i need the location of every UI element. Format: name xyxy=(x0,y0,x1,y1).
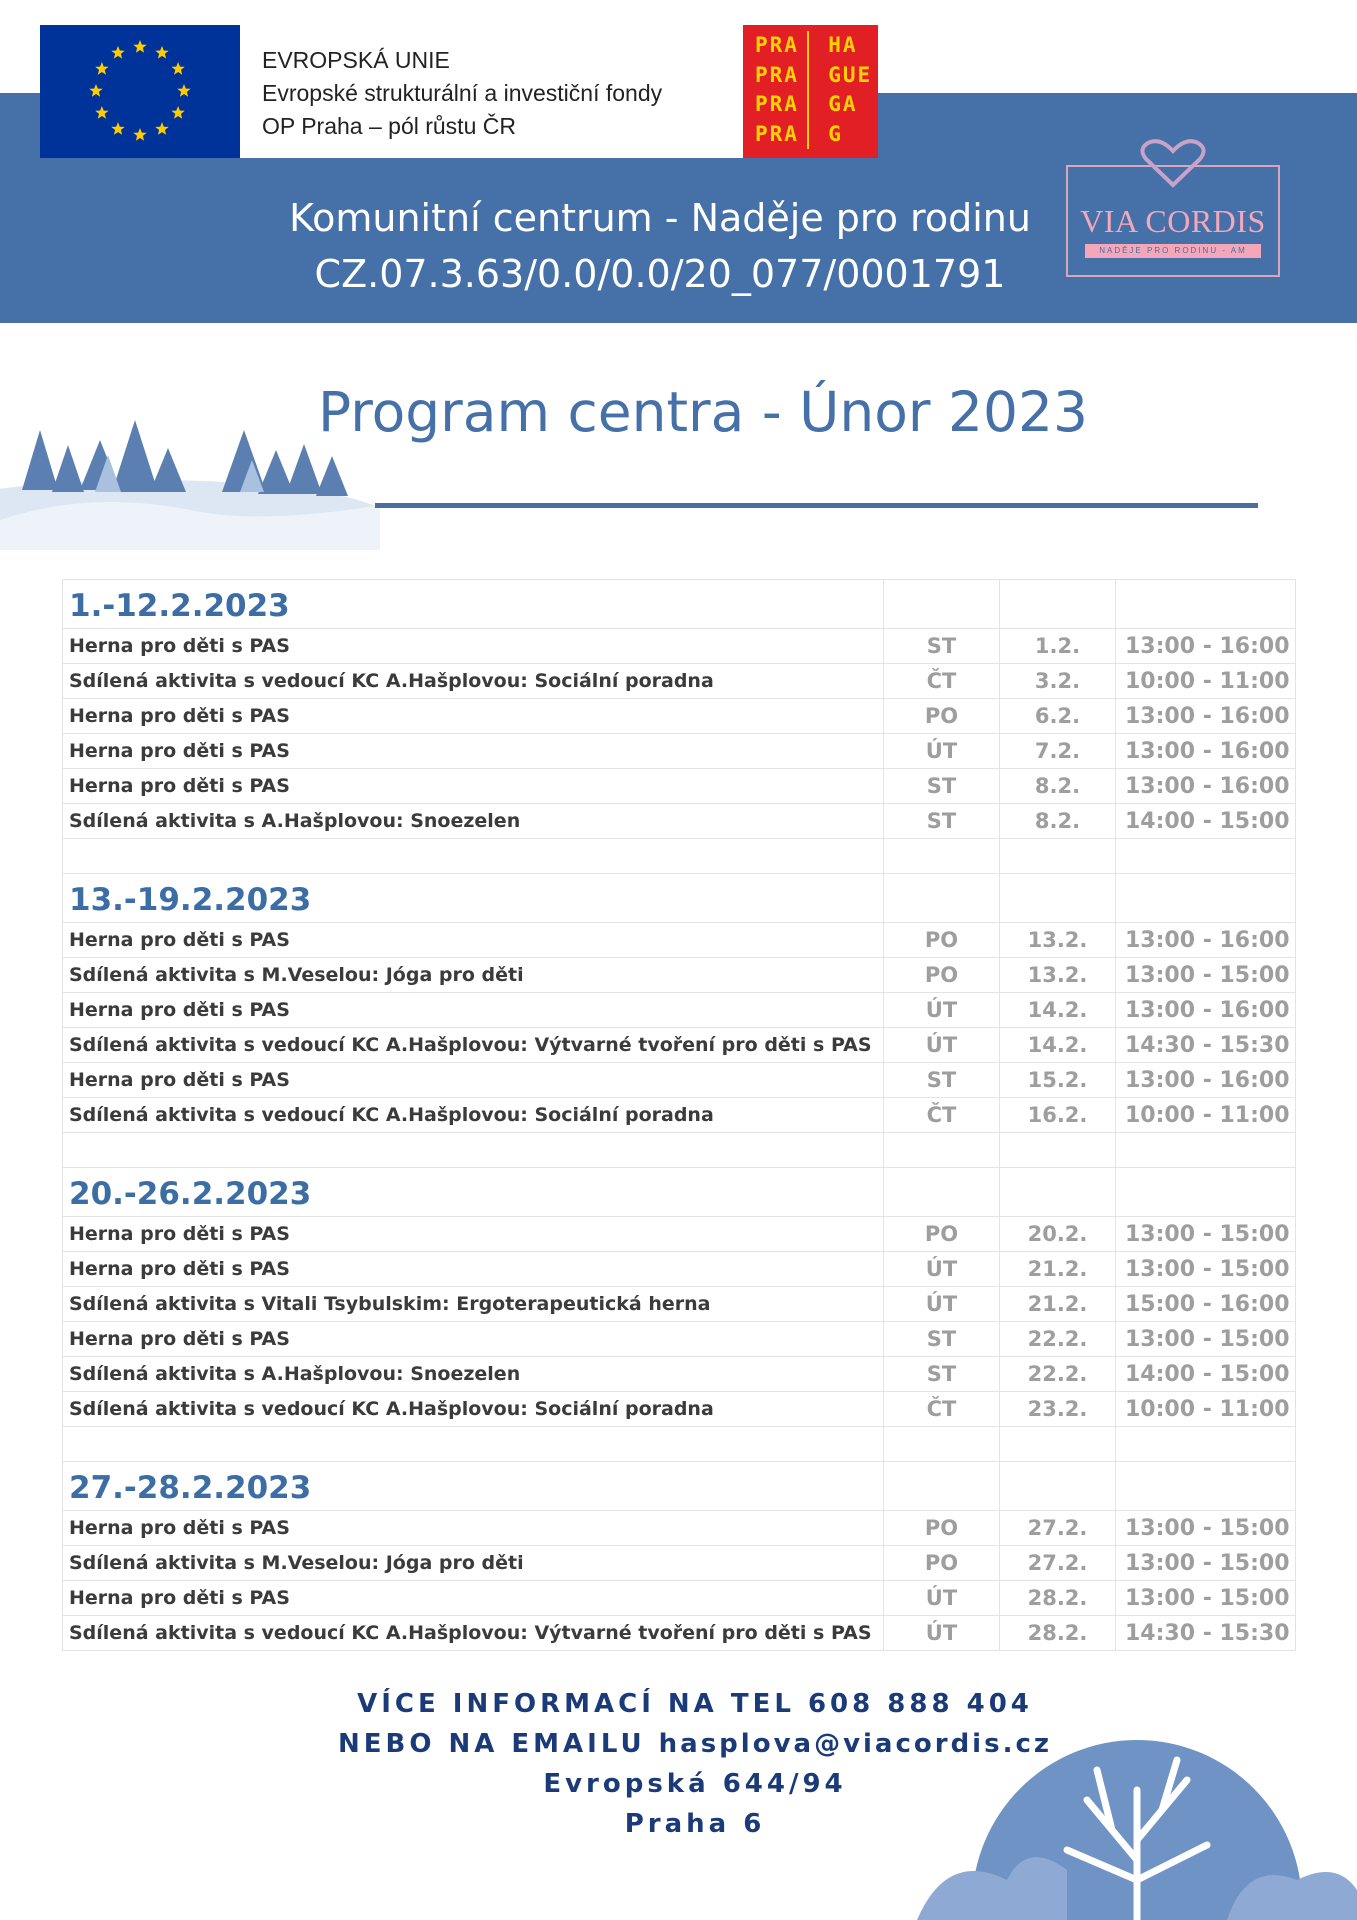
eu-stars-icon xyxy=(40,25,240,158)
empty-cell xyxy=(884,1462,1000,1511)
week-label: 1.-12.2.2023 xyxy=(63,580,884,629)
event-time: 14:30 - 15:30 xyxy=(1116,1028,1296,1063)
praha-cell: GA xyxy=(828,92,858,116)
empty-cell xyxy=(1116,1427,1296,1462)
praha-cell: PRA xyxy=(755,92,799,116)
table-row xyxy=(63,804,1296,839)
event-name: Herna pro děti s PAS xyxy=(63,993,884,1028)
event-time: 13:00 - 16:00 xyxy=(1116,993,1296,1028)
event-time: 13:00 - 15:00 xyxy=(1116,1511,1296,1546)
empty-cell xyxy=(884,839,1000,874)
empty-cell xyxy=(884,1133,1000,1168)
title-underline xyxy=(375,503,1258,508)
event-name: Herna pro děti s PAS xyxy=(63,629,884,664)
event-date: 21.2. xyxy=(1000,1287,1116,1322)
event-name: Herna pro děti s PAS xyxy=(63,769,884,804)
event-day: PO xyxy=(884,699,1000,734)
contact-phone: VÍCE INFORMACÍ NA TEL 608 888 404 xyxy=(357,1689,1033,1719)
event-time: 13:00 - 16:00 xyxy=(1116,923,1296,958)
table-row xyxy=(63,1217,1296,1252)
event-date: 15.2. xyxy=(1000,1063,1116,1098)
empty-cell xyxy=(1116,1133,1296,1168)
eu-star-icon xyxy=(95,62,108,75)
empty-cell xyxy=(1000,580,1116,629)
event-day: PO xyxy=(884,1511,1000,1546)
table-row xyxy=(63,1098,1296,1133)
event-date: 27.2. xyxy=(1000,1546,1116,1581)
table-row xyxy=(63,699,1296,734)
empty-cell xyxy=(1000,1462,1116,1511)
event-name: Herna pro děti s PAS xyxy=(63,1511,884,1546)
eu-flag-logo xyxy=(40,25,240,158)
eu-star-icon xyxy=(171,106,184,119)
table-row xyxy=(63,1392,1296,1427)
eu-star-icon xyxy=(133,128,146,141)
event-time: 14:00 - 15:00 xyxy=(1116,804,1296,839)
week-header-row xyxy=(63,874,1296,923)
contact-email-link[interactable]: hasplova@viacordis.cz xyxy=(658,1729,1052,1759)
empty-cell xyxy=(1116,580,1296,629)
empty-cell xyxy=(884,874,1000,923)
praha-cell: PRA xyxy=(755,121,799,146)
eu-star-icon xyxy=(171,62,184,75)
event-name: Sdílená aktivita s vedoucí KC A.Hašplovou: Výtvarné tvoření pro děti s PAS xyxy=(63,1616,884,1651)
event-name: Sdílená aktivita s M.Veselou: Jóga pro děti xyxy=(63,1546,884,1581)
via-cordis-logo xyxy=(1066,165,1280,277)
event-date: 13.2. xyxy=(1000,923,1116,958)
eu-star-icon xyxy=(155,122,168,135)
empty-cell xyxy=(1116,874,1296,923)
table-row xyxy=(63,629,1296,664)
event-name: Sdílená aktivita s vedoucí KC A.Hašplovou: Výtvarné tvoření pro děti s PAS xyxy=(63,1028,884,1063)
via-cordis-tagline: NADĚJE PRO RODINU - AM xyxy=(1085,244,1261,258)
event-day: ÚT xyxy=(884,734,1000,769)
event-day: ČT xyxy=(884,1098,1000,1133)
table-row xyxy=(63,1252,1296,1287)
eu-line-3: OP Praha – pól růstu ČR xyxy=(262,113,516,139)
empty-cell xyxy=(63,1133,884,1168)
event-time: 10:00 - 11:00 xyxy=(1116,664,1296,699)
event-name: Herna pro děti s PAS xyxy=(63,923,884,958)
event-date: 8.2. xyxy=(1000,769,1116,804)
praha-logo-text xyxy=(755,31,872,149)
empty-cell xyxy=(884,580,1000,629)
event-name: Herna pro děti s PAS xyxy=(63,1252,884,1287)
event-time: 13:00 - 15:00 xyxy=(1116,1581,1296,1616)
spacer-row xyxy=(63,1427,1296,1462)
event-day: ČT xyxy=(884,664,1000,699)
event-day: PO xyxy=(884,958,1000,993)
page-title: Program centra - Únor 2023 xyxy=(318,380,1088,444)
schedule-table xyxy=(62,579,1296,1651)
event-date: 6.2. xyxy=(1000,699,1116,734)
event-day: ÚT xyxy=(884,1252,1000,1287)
empty-cell xyxy=(1116,1168,1296,1217)
event-day: ÚT xyxy=(884,1028,1000,1063)
project-title-block xyxy=(260,190,1060,302)
event-time: 13:00 - 16:00 xyxy=(1116,734,1296,769)
week-header-row xyxy=(63,580,1296,629)
event-time: 13:00 - 16:00 xyxy=(1116,1063,1296,1098)
empty-cell xyxy=(1000,1133,1116,1168)
empty-cell xyxy=(1116,1462,1296,1511)
event-day: ST xyxy=(884,1063,1000,1098)
table-row xyxy=(63,664,1296,699)
empty-cell xyxy=(1000,839,1116,874)
event-time: 14:30 - 15:30 xyxy=(1116,1616,1296,1651)
praha-cell: PRA xyxy=(755,33,799,57)
eu-star-icon xyxy=(155,46,168,59)
event-date: 23.2. xyxy=(1000,1392,1116,1427)
event-name: Herna pro děti s PAS xyxy=(63,1322,884,1357)
event-day: ST xyxy=(884,1357,1000,1392)
event-time: 15:00 - 16:00 xyxy=(1116,1287,1296,1322)
praha-cell: GUE xyxy=(828,62,873,87)
empty-cell xyxy=(1116,839,1296,874)
table-row xyxy=(63,993,1296,1028)
event-name: Sdílená aktivita s M.Veselou: Jóga pro děti xyxy=(63,958,884,993)
event-date: 13.2. xyxy=(1000,958,1116,993)
eu-star-icon xyxy=(111,46,124,59)
contact-city: Praha 6 xyxy=(624,1809,766,1839)
table-row xyxy=(63,1511,1296,1546)
table-row xyxy=(63,1028,1296,1063)
event-time: 13:00 - 16:00 xyxy=(1116,769,1296,804)
eu-line-2: Evropské strukturální a investiční fondy xyxy=(262,80,663,106)
table-row xyxy=(63,734,1296,769)
week-header-row xyxy=(63,1462,1296,1511)
empty-cell xyxy=(1000,1427,1116,1462)
event-time: 13:00 - 15:00 xyxy=(1116,958,1296,993)
project-title: Komunitní centrum - Naděje pro rodinu xyxy=(289,196,1031,240)
winter-tree-illustration xyxy=(917,1730,1357,1920)
empty-cell xyxy=(1000,1168,1116,1217)
event-name: Sdílená aktivita s Vitali Tsybulskim: Ergoterapeutická herna xyxy=(63,1287,884,1322)
table-row xyxy=(63,1287,1296,1322)
event-day: ÚT xyxy=(884,1581,1000,1616)
event-date: 14.2. xyxy=(1000,1028,1116,1063)
week-label: 27.-28.2.2023 xyxy=(63,1462,884,1511)
empty-cell xyxy=(884,1168,1000,1217)
empty-cell xyxy=(63,1427,884,1462)
event-name: Herna pro děti s PAS xyxy=(63,734,884,769)
eu-star-icon xyxy=(95,106,108,119)
event-name: Sdílená aktivita s A.Hašplovou: Snoezelen xyxy=(63,804,884,839)
praha-logo xyxy=(743,25,878,158)
empty-cell xyxy=(63,839,884,874)
week-header-row xyxy=(63,1168,1296,1217)
event-day: ČT xyxy=(884,1392,1000,1427)
event-time: 13:00 - 15:00 xyxy=(1116,1217,1296,1252)
eu-star-icon xyxy=(111,122,124,135)
event-time: 10:00 - 11:00 xyxy=(1116,1392,1296,1427)
event-name: Herna pro děti s PAS xyxy=(63,1063,884,1098)
event-time: 13:00 - 15:00 xyxy=(1116,1322,1296,1357)
event-name: Herna pro děti s PAS xyxy=(63,1217,884,1252)
empty-cell xyxy=(1000,874,1116,923)
event-name: Herna pro děti s PAS xyxy=(63,699,884,734)
event-date: 20.2. xyxy=(1000,1217,1116,1252)
event-day: PO xyxy=(884,1546,1000,1581)
event-date: 28.2. xyxy=(1000,1581,1116,1616)
event-day: PO xyxy=(884,923,1000,958)
table-row xyxy=(63,958,1296,993)
contact-address: Evropská 644/94 xyxy=(543,1769,847,1799)
event-date: 22.2. xyxy=(1000,1322,1116,1357)
praha-cell: HA xyxy=(828,33,858,57)
spacer-row xyxy=(63,839,1296,874)
event-day: ST xyxy=(884,1322,1000,1357)
table-row xyxy=(63,923,1296,958)
event-name: Herna pro děti s PAS xyxy=(63,1581,884,1616)
contact-email-prefix: NEBO NA EMAILU xyxy=(337,1729,646,1759)
event-date: 22.2. xyxy=(1000,1357,1116,1392)
event-time: 13:00 - 15:00 xyxy=(1116,1546,1296,1581)
week-label: 13.-19.2.2023 xyxy=(63,874,884,923)
praha-cell: PRA xyxy=(755,62,799,87)
table-row xyxy=(63,1616,1296,1651)
event-time: 10:00 - 11:00 xyxy=(1116,1098,1296,1133)
spacer-row xyxy=(63,1133,1296,1168)
eu-star-icon xyxy=(89,84,102,97)
event-date: 28.2. xyxy=(1000,1616,1116,1651)
eu-star-icon xyxy=(133,40,146,53)
table-row xyxy=(63,1581,1296,1616)
event-date: 27.2. xyxy=(1000,1511,1116,1546)
event-day: ÚT xyxy=(884,1287,1000,1322)
eu-star-icon xyxy=(177,84,190,97)
table-row xyxy=(63,1063,1296,1098)
event-day: ÚT xyxy=(884,993,1000,1028)
event-day: ST xyxy=(884,769,1000,804)
empty-cell xyxy=(884,1427,1000,1462)
praha-cell: G xyxy=(828,121,843,146)
via-cordis-name: VIA CORDIS xyxy=(1080,203,1266,239)
event-name: Sdílená aktivita s vedoucí KC A.Hašplovou: Sociální poradna xyxy=(63,1098,884,1133)
event-day: PO xyxy=(884,1217,1000,1252)
event-date: 7.2. xyxy=(1000,734,1116,769)
event-time: 14:00 - 15:00 xyxy=(1116,1357,1296,1392)
event-date: 3.2. xyxy=(1000,664,1116,699)
week-label: 20.-26.2.2023 xyxy=(63,1168,884,1217)
event-day: ST xyxy=(884,804,1000,839)
heart-icon xyxy=(1128,137,1218,197)
event-time: 13:00 - 16:00 xyxy=(1116,699,1296,734)
event-name: Sdílená aktivita s vedoucí KC A.Hašplovou: Sociální poradna xyxy=(63,1392,884,1427)
event-date: 14.2. xyxy=(1000,993,1116,1028)
table-row xyxy=(63,1546,1296,1581)
event-day: ST xyxy=(884,629,1000,664)
eu-funding-text xyxy=(262,44,662,143)
project-code: CZ.07.3.63/0.0/0.0/20_077/0001791 xyxy=(314,252,1006,296)
event-date: 16.2. xyxy=(1000,1098,1116,1133)
table-row xyxy=(63,1322,1296,1357)
eu-line-1: EVROPSKÁ UNIE xyxy=(262,47,450,73)
event-name: Sdílená aktivita s A.Hašplovou: Snoezelen xyxy=(63,1357,884,1392)
event-date: 1.2. xyxy=(1000,629,1116,664)
event-day: ÚT xyxy=(884,1616,1000,1651)
table-row xyxy=(63,1357,1296,1392)
event-name: Sdílená aktivita s vedoucí KC A.Hašplovou: Sociální poradna xyxy=(63,664,884,699)
event-time: 13:00 - 15:00 xyxy=(1116,1252,1296,1287)
table-row xyxy=(63,769,1296,804)
event-date: 21.2. xyxy=(1000,1252,1116,1287)
event-date: 8.2. xyxy=(1000,804,1116,839)
event-time: 13:00 - 16:00 xyxy=(1116,629,1296,664)
